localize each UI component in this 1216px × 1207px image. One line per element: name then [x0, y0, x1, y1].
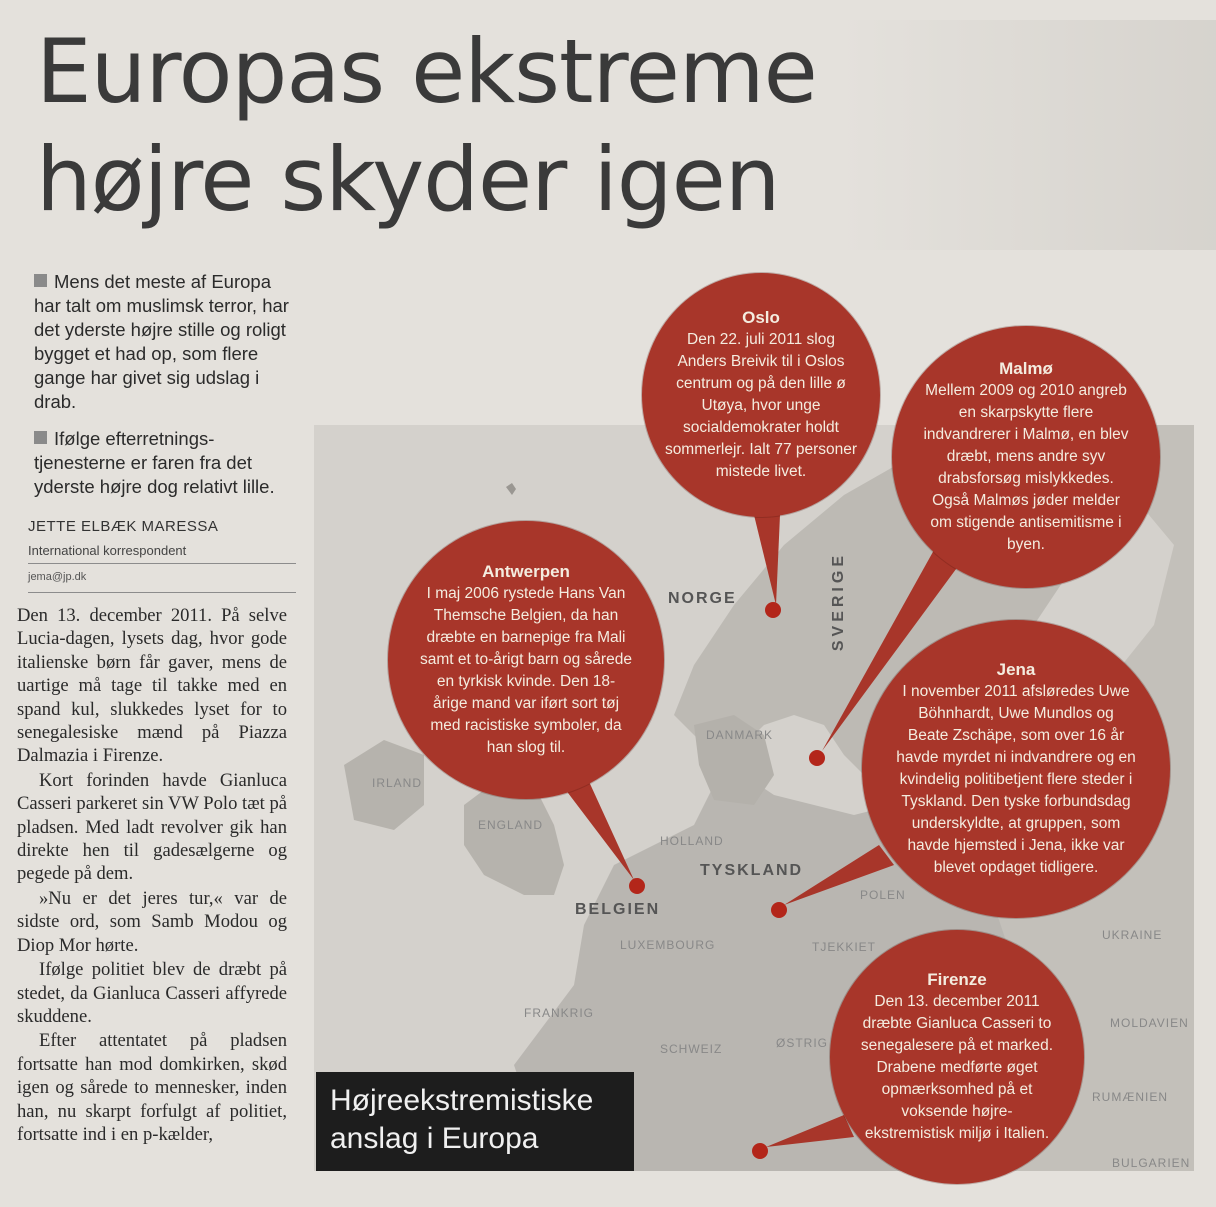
malmo-bubble: [892, 326, 1160, 588]
headline-line-1: Europas ekstreme: [36, 20, 817, 123]
bullet-square-icon: [34, 274, 47, 287]
byline-email: jema@jp.dk: [28, 571, 87, 583]
country-rumaenien: RUMÆNIEN: [1092, 1090, 1168, 1104]
map-title-line-1: Højreekstremistiske: [330, 1084, 594, 1117]
article-body: [17, 604, 287, 1204]
bullet-square-icon: [34, 431, 47, 444]
firenze-marker: [752, 1143, 768, 1159]
country-frankrig: FRANKRIG: [524, 1006, 595, 1020]
divider: [28, 563, 296, 564]
headline: [36, 18, 936, 234]
body-paragraph: Ifølge politiet blev de dræbt på stedet, da Gianluca Casseri affyrede skuddene.: [17, 959, 287, 1027]
headline-line-2: højre skyder igen: [36, 128, 780, 231]
lead-paragraph-1: Mens det meste af Europa har talt om muslimsk terror, har det yderste højre stille og roligt bygget et had op, som flere gange har givet sig udslag i drab.: [34, 271, 289, 412]
body-paragraph: »Nu er det jeres tur,« var de sidste ord, som Samb Modou og Diop Mor hørte.: [17, 887, 287, 956]
antwerpen-city: Antwerpen: [482, 562, 570, 581]
firenze-city: Firenze: [927, 970, 987, 989]
body-paragraph: Kort forinden havde Gianluca Casseri parkeret sin VW Polo tæt på pladsen. Med ladt revolver gik han direkte hen til gadesælgerne og pegede på dem.: [17, 769, 287, 885]
country-irland: IRLAND: [372, 776, 423, 790]
country-belgien: BELGIEN: [575, 901, 661, 918]
malmo-marker: [809, 750, 825, 766]
oslo-city: Oslo: [742, 308, 780, 327]
malmo-text: Mellem 2009 og 2010 angreb en skarpskytte flere indvandrerer i Malmø, en blev dræbt, mens andre syv drabsforsøg mislykkedes. Også Malmøs jøder melder om stigende antisemitisme i byen.: [923, 382, 1129, 553]
map-title-box: [316, 1072, 634, 1171]
country-norge: NORGE: [668, 590, 737, 607]
byline-name: JETTE ELBÆK MARESSA: [28, 518, 219, 535]
country-england: ENGLAND: [478, 818, 544, 832]
country-sverige: SVERIGE: [830, 552, 847, 652]
country-ukraine: UKRAINE: [1102, 928, 1163, 942]
firenze-text: Den 13. december 2011 dræbte Gianluca Casseri to senegalesere på et marked. Drabene medførte øget opmærksomhed på et voksende højre-ekstremistisk miljø i Italien.: [860, 993, 1054, 1142]
jena-city: Jena: [996, 660, 1036, 679]
country-tjekkiet: TJEKKIET: [812, 940, 877, 954]
byline-role: International korrespondent: [28, 543, 187, 558]
country-holland: HOLLAND: [660, 834, 724, 848]
country-polen: POLEN: [860, 888, 906, 902]
jena-bubble: [862, 620, 1170, 918]
country-moldavien: MOLDAVIEN: [1110, 1016, 1189, 1030]
jena-marker: [771, 902, 787, 918]
adjacent-page-bleed: [840, 20, 1216, 250]
country-bulgarien: BULGARIEN: [1112, 1156, 1191, 1170]
country-ostrig: ØSTRIG: [776, 1036, 829, 1050]
country-luxembourg: LUXEMBOURG: [620, 938, 716, 952]
malmo-city: Malmø: [999, 359, 1053, 378]
body-paragraph: Efter attentatet på pladsen fortsatte han mod domkirken, skød igen og sårede to mennesker, inden han, nu skarpt forfulgt af politiet, fortsatte ind i en p-kælder,: [17, 1030, 287, 1145]
jena-text: I november 2011 afsløredes Uwe Böhnhardt, Uwe Mundlos og Beate Zschäpe, som over 16 år havde myrdet ni indvandrere og en kvindelig politibetjent flere steder i Tyskland. Den tyske forbundsdag underskyldte, at gruppen, som havde hjemsted i Jena, ikke var blevet opdaget tidligere.: [896, 683, 1136, 876]
country-tyskland: TYSKLAND: [700, 862, 804, 879]
antwerpen-marker: [629, 878, 645, 894]
country-danmark: DANMARK: [706, 728, 774, 742]
oslo-bubble: [642, 273, 880, 517]
map-title-line-2: anslag i Europa: [330, 1122, 539, 1155]
oslo-text: Den 22. juli 2011 slog Anders Breivik til i Oslos centrum og på den lille ø Utøya, hvor unge socialdemokrater holdt sommerlejr. Ialt 77 personer mistede livet.: [664, 331, 858, 480]
divider: [28, 592, 296, 593]
firenze-bubble: [830, 930, 1084, 1184]
oslo-marker: [765, 602, 781, 618]
antwerpen-text: I maj 2006 rystede Hans Van Themsche Belgien, da han dræbte en barnepige fra Mali samt et to-årigt barn og sårede en tyrkisk kvinde. Den 18-årige mand var iført sort tøj med racistiske symboler, da han slog til.: [420, 585, 632, 756]
antwerpen-bubble: [388, 521, 664, 799]
lead-paragraph-2: Ifølge efterretnings-tjenesterne er faren fra det yderste højre dog relativt lille.: [34, 428, 275, 497]
country-schweiz: SCHWEIZ: [660, 1042, 723, 1056]
body-paragraph: Den 13. december 2011. På selve Lucia-dagen, lysets dag, hvor gode italienske børn får gaver, mens de uartige må tage til takke med en spand kul, slukkedes lyset for to senegalesiske mænd på Piazza Dalmazia i Firenze.: [17, 605, 287, 767]
